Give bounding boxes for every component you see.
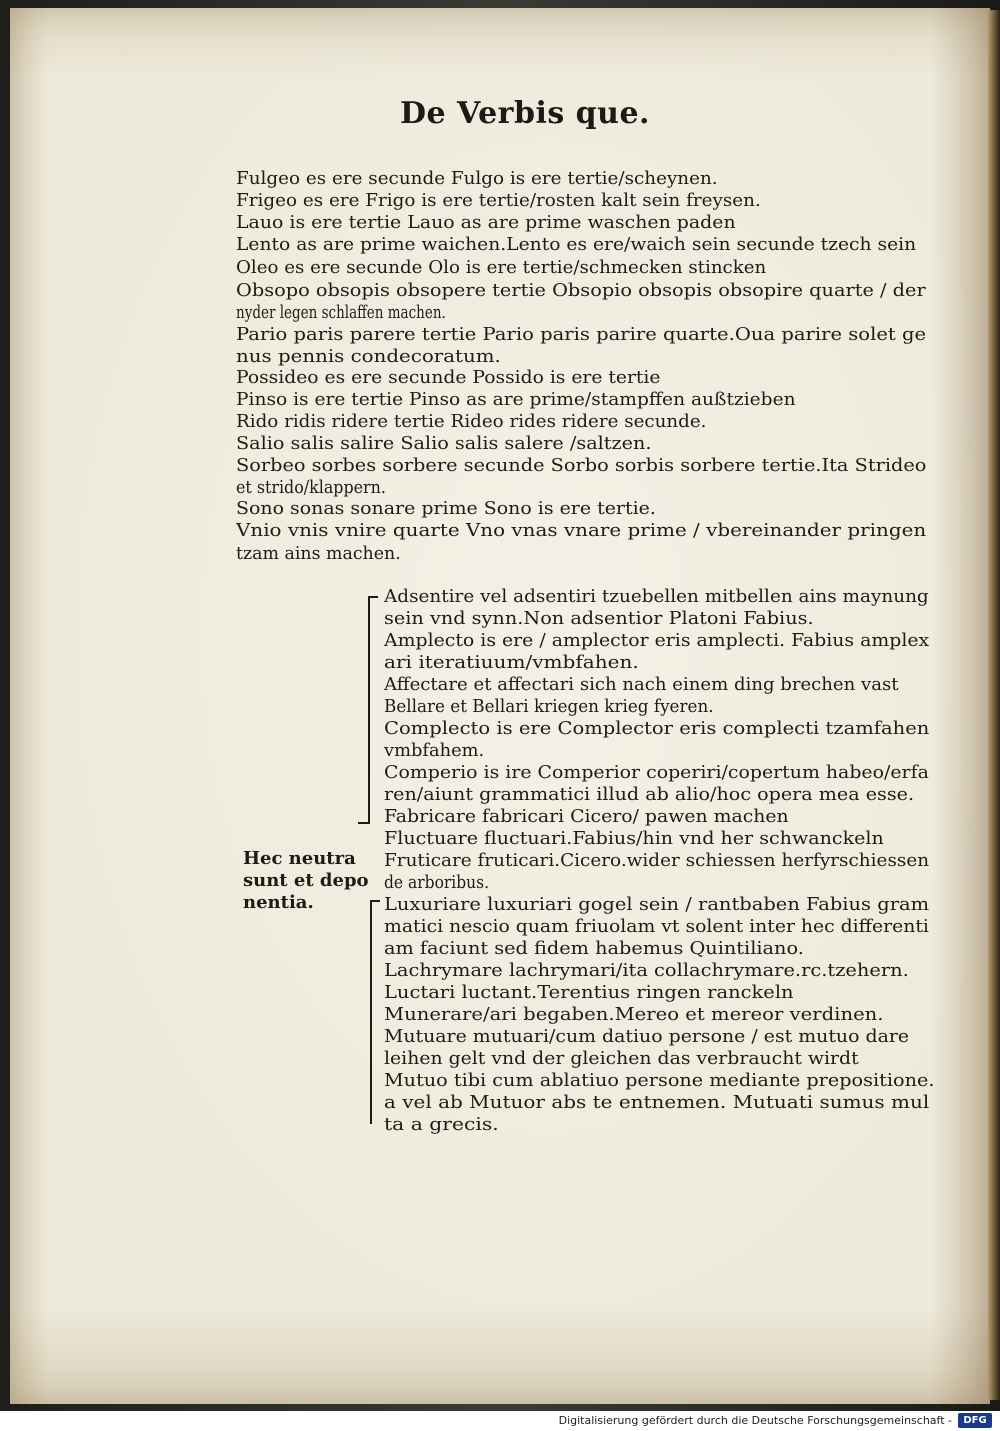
text-line: Salio salis salire Salio salis salere /saltzen. [236, 433, 652, 454]
text-line: nyder legen schlaffen machen. [236, 302, 446, 323]
text-line: Luctari luctant.Terentius ringen ranckeln [384, 982, 794, 1003]
bracket-upper-end [358, 810, 370, 824]
text-line: Vnio vnis vnire quarte Vno vnas vnare prime / vbereinander pringen [236, 520, 927, 541]
text-line: matici nescio quam friuolam vt solent inter hec differenti [384, 916, 929, 937]
text-line: Mutuo tibi cum ablatiuo persone mediante prepositione. [384, 1070, 935, 1091]
text-line: Munerare/ari begaben.Mereo et mereor verdinen. [384, 1004, 884, 1025]
bracket-lower [370, 900, 380, 1124]
text-line: Pario paris parere tertie Pario paris parire quarte.Oua parire solet ge [236, 324, 927, 345]
page-edge [988, 10, 1000, 1400]
text-line: Lachrymare lachrymari/ita collachrymare.rc.tzehern. [384, 960, 909, 981]
text-line: Oleo es ere secunde Olo is ere tertie/schmecken stincken [236, 257, 767, 278]
bracket-upper [368, 596, 378, 812]
text-line: vmbfahem. [384, 740, 485, 761]
text-line: Complecto is ere Complector eris complecti tzamfahen [384, 718, 930, 739]
text-line: Pinso is ere tertie Pinso as are prime/stampffen außtzieben [236, 389, 796, 410]
text-line: tzam ains machen. [236, 543, 401, 564]
text-line: Amplecto is ere / amplector eris amplecti. Fabius amplex [384, 630, 930, 651]
text-line: Comperio is ire Comperior coperiri/copertum habeo/erfa [384, 762, 929, 783]
text-line: Fulgeo es ere secunde Fulgo is ere tertie/scheynen. [236, 168, 718, 189]
text-line: Obsopo obsopis obsopere tertie Obsopio obsopis obsopire quarte / der [236, 280, 926, 301]
text-line: Lauo is ere tertie Lauo as are prime waschen paden [236, 212, 736, 233]
text-line: Fruticare fruticari.Cicero.wider schiessen herfyrschiessen [384, 850, 930, 871]
text-line: Fluctuare fluctuari.Fabius/hin vnd her schwanckeln [384, 828, 884, 849]
footer-bar [0, 1411, 1000, 1431]
text-line: a vel ab Mutuor abs te entnemen. Mutuati sumus mul [384, 1092, 930, 1113]
text-line: nus pennis condecoratum. [236, 346, 501, 367]
text-line: leihen gelt vnd der gleichen das verbraucht wirdt [384, 1048, 859, 1069]
text-line: de arboribus. [384, 872, 490, 893]
text-line: Possideo es ere secunde Possido is ere tertie [236, 367, 661, 388]
text-line: Rido ridis ridere tertie Rideo rides ridere secunde. [236, 411, 707, 432]
side-note [243, 848, 369, 914]
text-line: Bellare et Bellari kriegen krieg fyeren. [384, 696, 714, 717]
text-line: sein vnd synn.Non adsentior Platoni Fabius. [384, 608, 814, 629]
text-line: ari iteratiuum/vmbfahen. [384, 652, 639, 673]
footer-credit: Digitalisierung gefördert durch die Deutsche Forschungsgemeinschaft - [558, 1414, 952, 1427]
text-line: Mutuare mutuari/cum datiuo persone / est mutuo dare [384, 1026, 910, 1047]
text-line: Sono sonas sonare prime Sono is ere tertie. [236, 498, 656, 519]
text-line: Fabricare fabricari Cicero/ pawen machen [384, 806, 789, 827]
side-note-line: Hec neutra [243, 848, 356, 869]
text-line: et strido/klappern. [236, 477, 386, 498]
text-line: ren/aiunt grammatici illud ab alio/hoc opera mea esse. [384, 784, 915, 805]
side-note-line: sunt et depo [243, 870, 369, 891]
text-line: Lento as are prime waichen.Lento es ere/waich sein secunde tzech sein [236, 234, 917, 255]
text-line: ta a grecis. [384, 1114, 499, 1135]
text-line: am faciunt sed fidem habemus Quintiliano. [384, 938, 804, 959]
side-note-line: nentia. [243, 892, 314, 913]
text-line: Affectare et affectari sich nach einem ding brechen vast [384, 674, 899, 695]
dfg-logo: DFG [958, 1413, 992, 1428]
text-line: Adsentire vel adsentiri tzuebellen mitbellen ains maynung [384, 586, 929, 607]
page-heading: De Verbis que. [400, 96, 650, 131]
text-line: Frigeo es ere Frigo is ere tertie/rosten kalt sein freysen. [236, 190, 761, 211]
text-line: Sorbeo sorbes sorbere secunde Sorbo sorbis sorbere tertie.Ita Strideo [236, 455, 927, 476]
text-line: Luxuriare luxuriari gogel sein / rantbaben Fabius gram [384, 894, 930, 915]
